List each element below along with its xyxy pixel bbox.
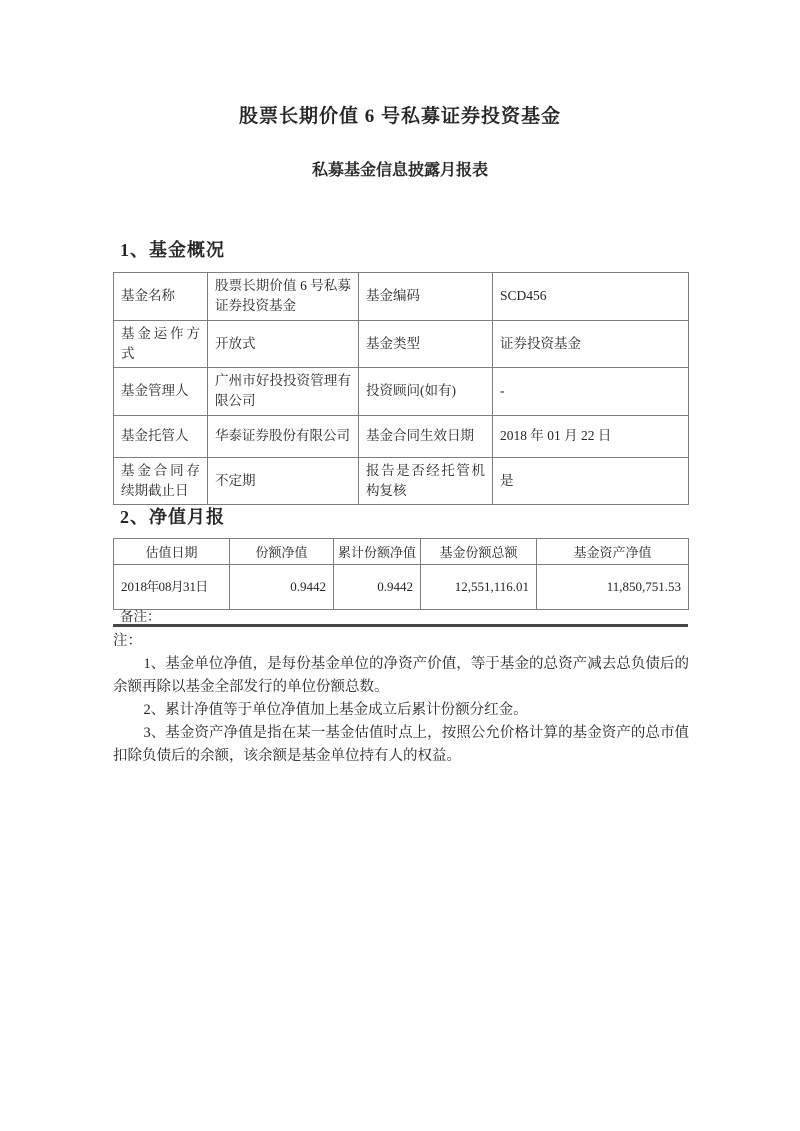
cell-value: 广州市好投投资管理有限公司	[208, 368, 359, 416]
cell-label: 基金运作方式	[114, 320, 208, 368]
column-header-total-shares: 基金份额总额	[421, 539, 537, 565]
cell-label: 基金托管人	[114, 415, 208, 457]
cell-label: 基金名称	[114, 273, 208, 321]
cell-value: 股票长期价值 6 号私募证券投资基金	[208, 273, 359, 321]
cell-valuation-date: 2018 年 08 月 31 日	[114, 565, 230, 610]
document-subtitle: 私募基金信息披露月报表	[311, 162, 488, 179]
column-header-net-assets: 基金资产净值	[537, 539, 689, 565]
cell-label: 基金合同存续期截止日	[114, 457, 208, 505]
document-title: 股票长期价值 6 号私募证券投资基金	[238, 106, 561, 127]
cell-value: 是	[493, 457, 689, 505]
cell-value: 华泰证券股份有限公司	[208, 415, 359, 457]
notes-section	[113, 630, 689, 768]
table-row	[114, 273, 689, 321]
table-row	[114, 368, 689, 416]
column-header-nav: 份额净值	[230, 539, 334, 565]
section-1-heading: 1、基金概况	[120, 240, 225, 260]
table-header-row	[114, 539, 689, 565]
table-row	[114, 415, 689, 457]
cell-value: -	[493, 368, 689, 416]
note-item-3: 3、基金资产净值是指在某一基金估值时点上，按照公允价格计算的基金资产的总市值扣除负债后的余额，该余额是基金单位持有人的权益。	[113, 725, 689, 764]
cell-value: 2018 年 01 月 22 日	[493, 415, 689, 457]
nav-monthly-table	[113, 538, 689, 610]
column-header-date: 估值日期	[114, 539, 230, 565]
fund-overview-table	[113, 272, 689, 505]
cell-label: 报告是否经托管机构复核	[359, 457, 493, 505]
notes-label: 注：	[113, 633, 142, 649]
cell-label: 基金管理人	[114, 368, 208, 416]
cell-label: 基金合同生效日期	[359, 415, 493, 457]
note-item-1: 1、基金单位净值，是每份基金单位的净资产价值，等于基金的总资产减去总负债后的余额再除以基金全部发行的单位份额总数。	[113, 656, 689, 695]
remark-label: 备注：	[120, 609, 161, 624]
cell-label: 基金编码	[359, 273, 493, 321]
remark-row	[113, 602, 688, 627]
cell-nav: 0.9442	[230, 565, 334, 610]
cell-net-assets: 11,850,751.53	[537, 565, 689, 610]
cell-value: 不定期	[208, 457, 359, 505]
cell-cum-nav: 0.9442	[334, 565, 421, 610]
column-header-cum-nav: 累计份额净值	[334, 539, 421, 565]
cell-value: 证券投资基金	[493, 320, 689, 368]
note-item-2: 2、累计净值等于单位净值加上基金成立后累计份额分红金。	[143, 702, 528, 718]
table-row	[114, 457, 689, 505]
cell-total-shares: 12,551,116.01	[421, 565, 537, 610]
cell-label: 投资顾问(如有)	[359, 368, 493, 416]
cell-value: SCD456	[493, 273, 689, 321]
section-2-heading: 2、净值月报	[120, 507, 225, 527]
table-row	[114, 320, 689, 368]
cell-value: 开放式	[208, 320, 359, 368]
cell-label: 基金类型	[359, 320, 493, 368]
